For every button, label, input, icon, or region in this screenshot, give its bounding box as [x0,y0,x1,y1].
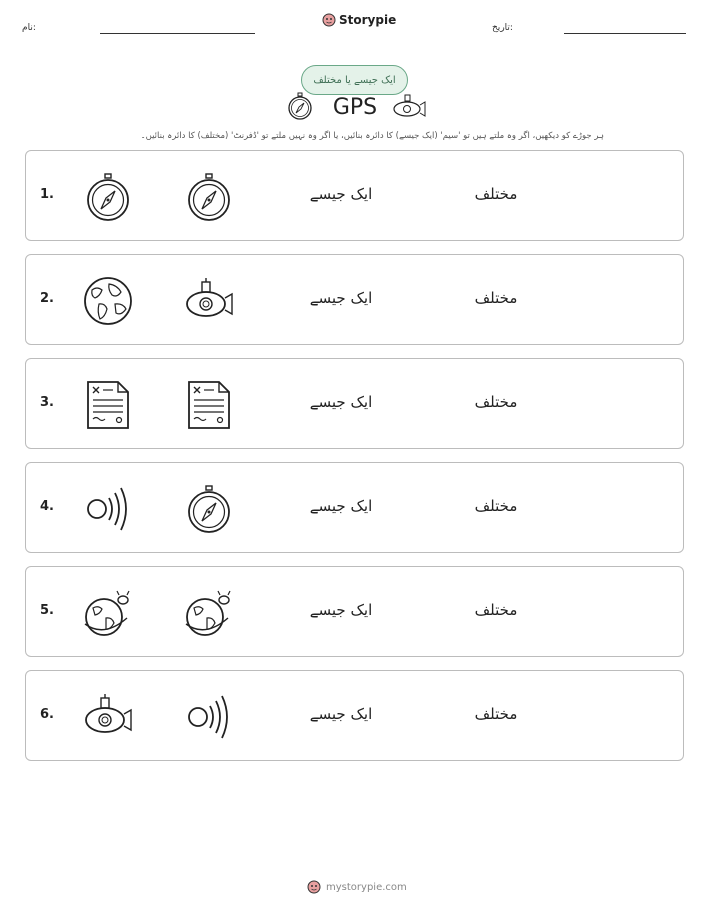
globe-satellite-icon [184,588,234,638]
brand-name: Storypie [339,13,397,27]
question-card-2 [25,254,684,345]
map-document-icon [83,380,133,430]
option-same[interactable]: ایک جیسے [309,289,373,307]
submarine-icon [392,93,426,119]
option-different[interactable]: مختلف [474,393,518,411]
question-number: 4. [40,499,54,514]
option-different[interactable]: مختلف [474,705,518,723]
footer [307,880,407,894]
storypie-logo-icon [307,880,321,894]
globe-icon [83,276,133,326]
compass-icon [184,484,234,534]
submarine-icon [83,692,133,742]
question-card-6 [25,670,684,761]
option-different[interactable]: مختلف [474,601,518,619]
option-different[interactable]: مختلف [474,497,518,515]
option-different[interactable]: مختلف [474,289,518,307]
option-same[interactable]: ایک جیسے [309,393,373,411]
signal-waves-icon [83,484,133,534]
option-same[interactable]: ایک جیسے [309,705,373,723]
date-label: تاریخ: [492,23,513,33]
footer-link[interactable]: mystorypie.com [326,881,407,893]
question-number: 3. [40,395,54,410]
question-number: 5. [40,603,54,618]
submarine-icon [184,276,234,326]
signal-waves-icon [184,692,234,742]
same-or-different-pill: ایک جیسے یا مختلف [301,65,408,95]
page-title: GPS [332,95,378,120]
option-same[interactable]: ایک جیسے [309,497,373,515]
question-card-4 [25,462,684,553]
option-different[interactable]: مختلف [474,185,518,203]
map-document-icon [184,380,234,430]
instructions: ہر جوڑے کو دیکھیں، اگر وہ ملتے ہیں تو 'سیم' (ایک جیسے) کا دائرہ بنائیں، یا اگر وہ نہیں ملتے تو 'ڈفرنٹ' (مختلف) کا دائرہ بنائیں۔ [140,131,604,141]
question-card-1 [25,150,684,241]
question-number: 2. [40,291,54,306]
option-same[interactable]: ایک جیسے [309,601,373,619]
question-number: 6. [40,707,54,722]
date-line[interactable] [564,33,686,34]
storypie-logo-icon [322,13,336,27]
compass-icon [83,172,133,222]
globe-satellite-icon [83,588,133,638]
brand [322,13,396,27]
question-card-5 [25,566,684,657]
compass-icon [184,172,234,222]
compass-icon [287,92,313,120]
question-card-3 [25,358,684,449]
option-same[interactable]: ایک جیسے [309,185,373,203]
name-line[interactable] [100,33,255,34]
name-label: نام: [22,23,36,33]
question-number: 1. [40,187,54,202]
